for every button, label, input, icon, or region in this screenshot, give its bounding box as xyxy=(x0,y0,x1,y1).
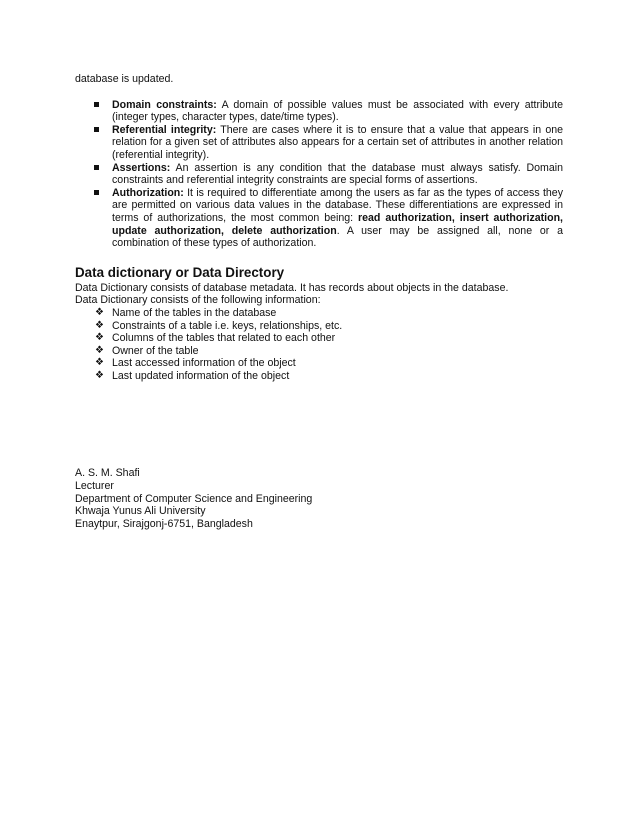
list-item xyxy=(75,187,563,250)
constraint-term: Authorization: xyxy=(112,186,184,199)
dictionary-info-list xyxy=(75,307,563,383)
constraint-term: Referential integrity: xyxy=(112,123,217,136)
section-heading: Data dictionary or Data Directory xyxy=(75,264,285,280)
constraint-text: There are cases where it is to ensure that a value that appears in one relation for a given set of attributes also appears for a certain set of attributes in another relation (referential integrity). xyxy=(112,123,564,161)
document-page xyxy=(75,73,563,530)
constraint-text: It is required to differentiate among the users as far as the types of access they are permitted on various data values in the database. These differentiations are expressed in terms of authorizations, the most common being: xyxy=(112,186,563,224)
diamond-bullet-icon: ❖ xyxy=(95,369,104,381)
constraint-term: Domain constraints: xyxy=(112,98,217,111)
diamond-bullet-icon: ❖ xyxy=(95,332,104,344)
author-department: Department of Computer Science and Engineering xyxy=(75,492,313,505)
list-item xyxy=(75,124,563,162)
list-item: ❖ Name of the tables in the database xyxy=(95,306,277,319)
authorization-types: read authorization, insert authorization, update authorization, delete authorization xyxy=(112,211,563,237)
constraint-text: An assertion is any condition that the database must always satisfy. Domain constraints and referential integrity constraints are special forms of assertions. xyxy=(112,161,563,187)
list-item: ❖ Constraints of a table i.e. keys, relationships, etc. xyxy=(95,319,343,332)
constraint-text: . A user may be assigned all, none or a combination of these types of authorization. xyxy=(112,224,563,250)
list-item: ❖ Columns of the tables that related to each other xyxy=(95,332,336,345)
constraints-list xyxy=(75,99,563,250)
author-name: A. S. M. Shafi xyxy=(75,467,140,480)
author-university: Khwaja Yunus Ali University xyxy=(75,505,206,518)
list-item: ❖ Last updated information of the object xyxy=(95,369,290,382)
section-intro: Data Dictionary consists of the following information: xyxy=(75,294,321,307)
diamond-bullet-icon: ❖ xyxy=(95,306,104,318)
square-bullet-icon xyxy=(94,190,99,195)
section-intro: Data Dictionary consists of database metadata. It has records about objects in the database. xyxy=(75,281,509,294)
constraint-term: Assertions: xyxy=(112,161,171,174)
list-item xyxy=(75,162,563,187)
list-item: ❖ Last accessed information of the object xyxy=(95,357,296,370)
diamond-bullet-icon: ❖ xyxy=(95,357,104,369)
continuation-text: database is updated. xyxy=(75,73,174,85)
list-item: ❖ Owner of the table xyxy=(95,344,199,357)
constraint-text: A domain of possible values must be associated with every attribute (integer types, character types, date/time types). xyxy=(112,98,563,124)
diamond-bullet-icon: ❖ xyxy=(95,319,104,331)
author-address: Enaytpur, Sirajgonj-6751, Bangladesh xyxy=(75,517,253,530)
author-block xyxy=(75,467,563,530)
author-title: Lecturer xyxy=(75,480,114,493)
square-bullet-icon xyxy=(94,127,99,132)
square-bullet-icon xyxy=(94,165,99,170)
square-bullet-icon xyxy=(94,102,99,107)
diamond-bullet-icon: ❖ xyxy=(95,344,104,356)
list-item xyxy=(75,99,563,124)
